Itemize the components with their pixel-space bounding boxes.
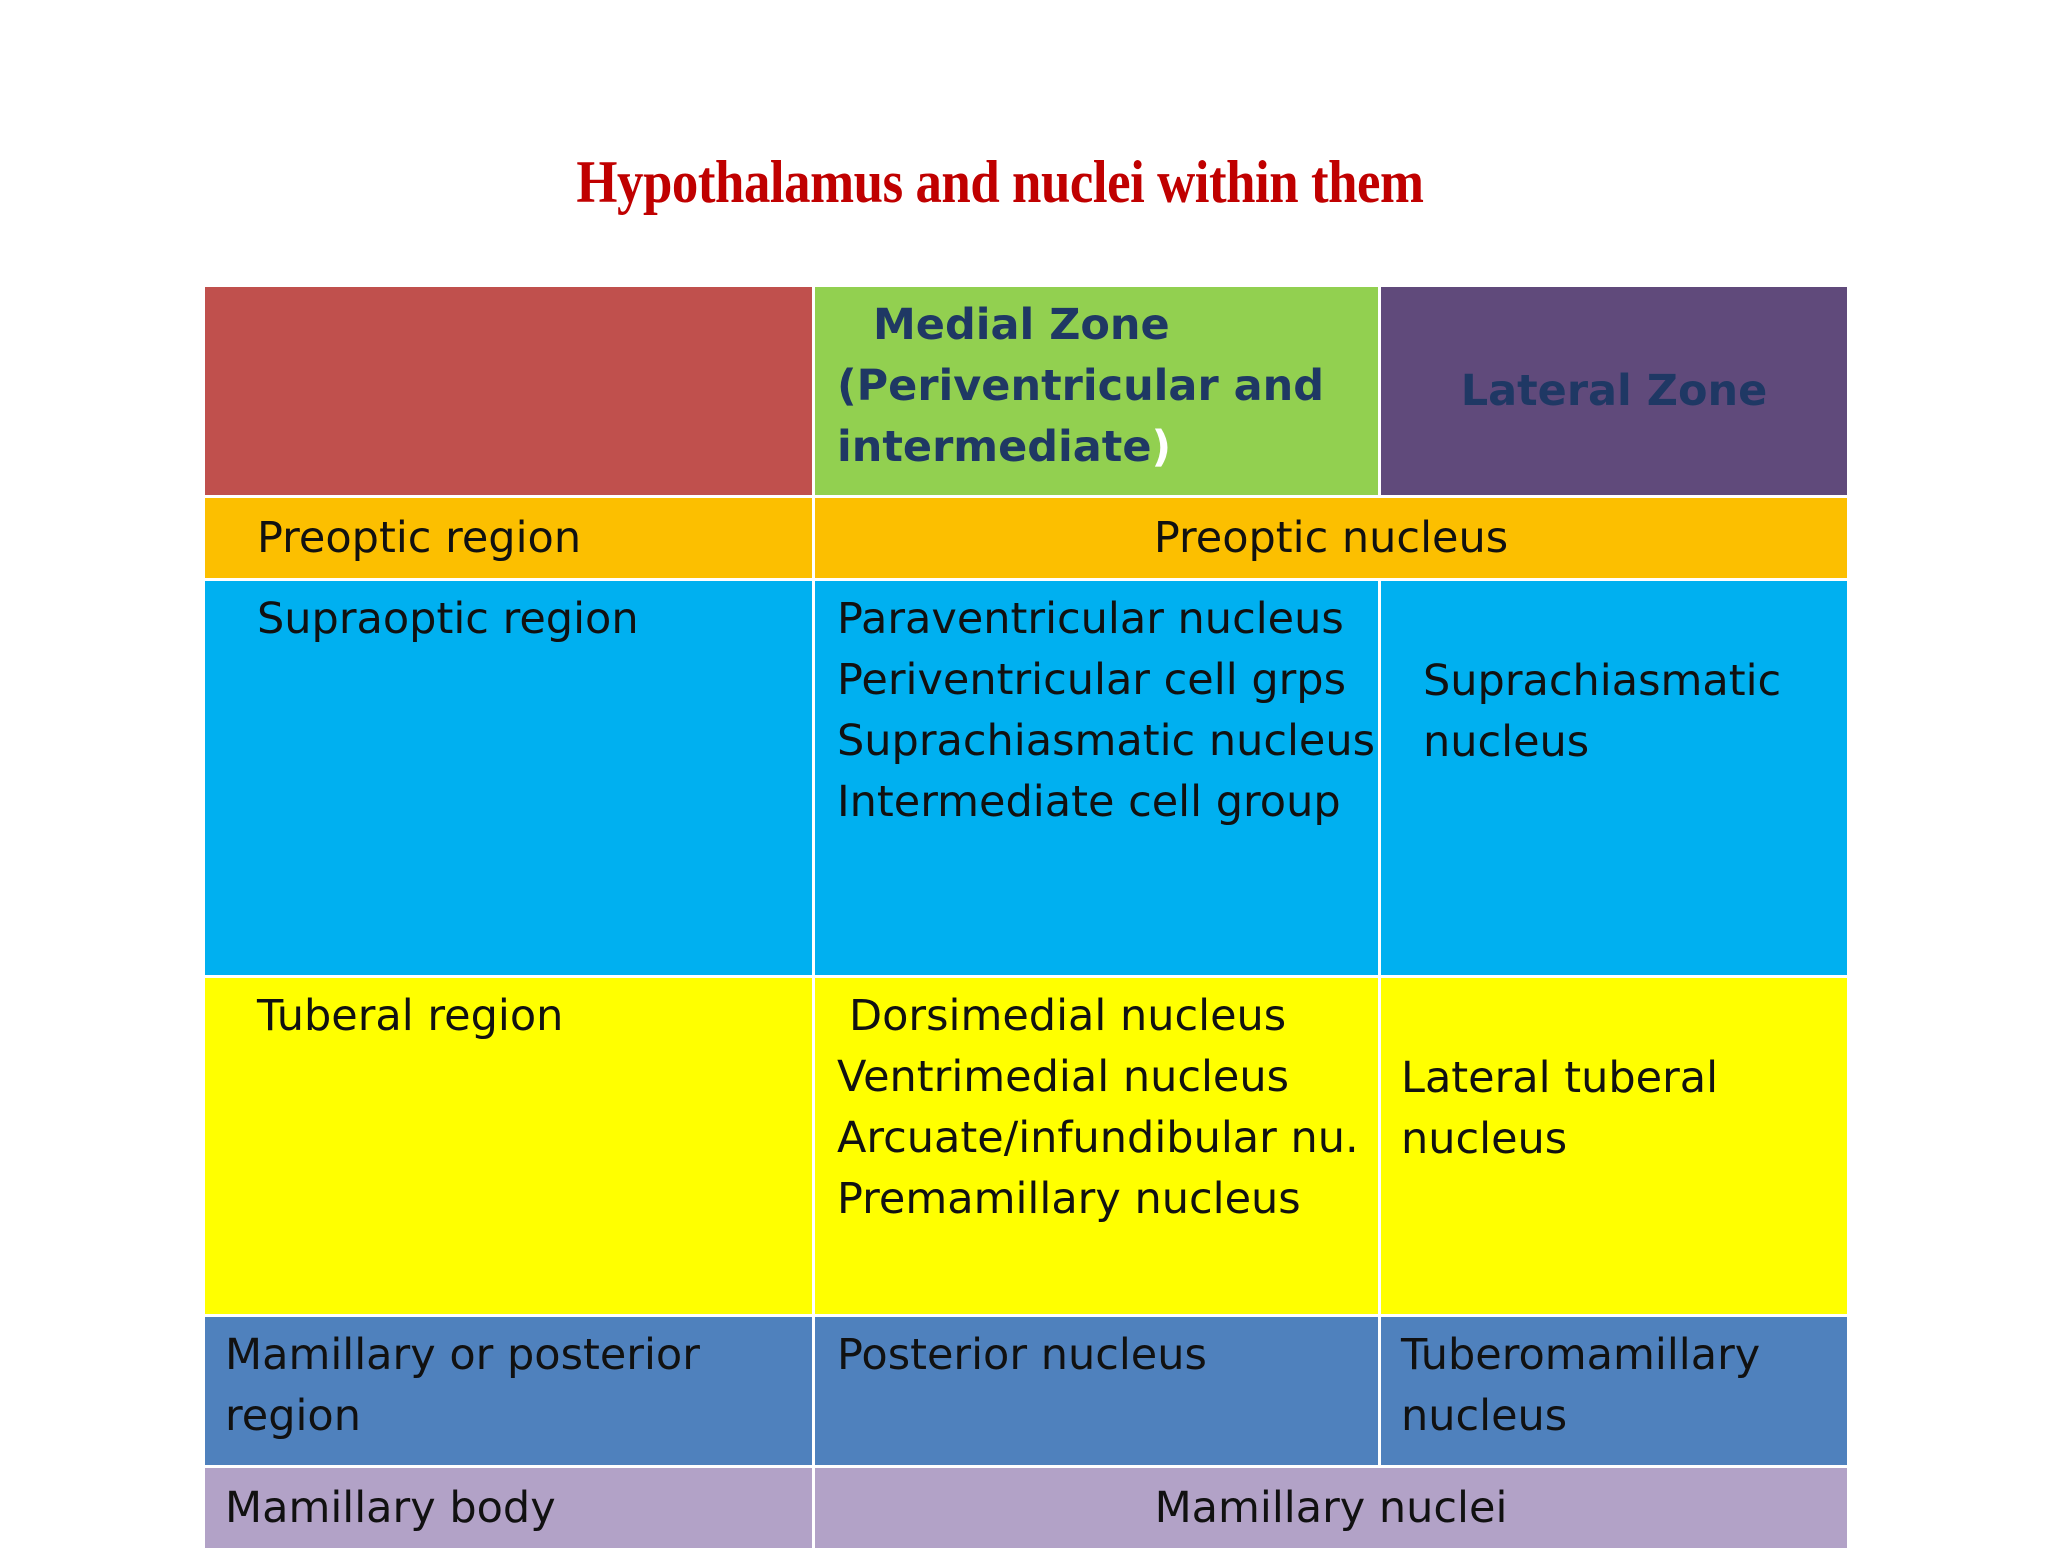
table-row-preoptic	[204, 497, 1849, 580]
list-item: Periventricular cell grps	[837, 655, 1346, 705]
tuberal-medial-cell	[814, 977, 1380, 1316]
table-header-row	[204, 286, 1849, 497]
preoptic-nucleus-cell: Preoptic nucleus	[814, 497, 1849, 580]
slide-title: Hypothalamus and nuclei within them	[576, 149, 1424, 215]
list-item: Premamillary nucleus	[837, 1174, 1301, 1224]
list-item: nucleus	[1423, 717, 1590, 767]
list-item: Arcuate/infundibular nu.	[837, 1113, 1359, 1163]
list-item: Suprachiasmatic	[1423, 656, 1782, 706]
list-item: nucleus	[1401, 1114, 1568, 1164]
header-lateral-zone	[1380, 286, 1849, 497]
list-item: Lateral tuberal	[1401, 1053, 1719, 1103]
header-empty-cell	[204, 286, 814, 497]
list-item: Dorsimedial nucleus	[849, 991, 1287, 1041]
list-item: Paraventricular nucleus	[837, 594, 1344, 644]
table-row-mamillary-posterior	[204, 1316, 1849, 1467]
list-item: Intermediate cell group	[837, 777, 1341, 827]
list-item: nucleus	[1401, 1391, 1568, 1441]
medial-zone-title: Medial Zone	[873, 300, 1170, 350]
supraoptic-region-cell: Supraoptic region	[204, 580, 814, 977]
tuberal-lateral-cell	[1380, 977, 1849, 1316]
preoptic-region-cell: Preoptic region	[204, 497, 814, 580]
mamillary-body-region-cell: Mamillary body	[204, 1467, 814, 1550]
lateral-zone-title: Lateral Zone	[1460, 365, 1768, 416]
mamillary-posterior-lateral-cell	[1380, 1316, 1849, 1467]
mamillary-nuclei-cell: Mamillary nuclei	[814, 1467, 1849, 1550]
tuberal-region-cell: Tuberal region	[204, 977, 814, 1316]
mamillary-posterior-region-cell	[204, 1316, 814, 1467]
header-medial-zone	[814, 286, 1380, 497]
supraoptic-medial-cell	[814, 580, 1380, 977]
mamillary-posterior-medial-cell: Posterior nucleus	[814, 1316, 1380, 1467]
list-item: Suprachiasmatic nucleus	[837, 716, 1376, 766]
table-row-tuberal	[204, 977, 1849, 1316]
table-row-mamillary-body	[204, 1467, 1849, 1550]
supraoptic-lateral-cell	[1380, 580, 1849, 977]
list-item: Ventrimedial nucleus	[837, 1052, 1290, 1102]
list-item: Mamillary or posterior	[225, 1330, 700, 1380]
hypothalamus-table	[202, 284, 1850, 1551]
table-row-supraoptic	[204, 580, 1849, 977]
medial-zone-subtitle-2: intermediate)	[837, 422, 1172, 472]
medial-zone-subtitle-1: (Periventricular and	[837, 361, 1325, 411]
list-item: region	[225, 1391, 361, 1441]
list-item: Tuberomamillary	[1401, 1330, 1761, 1380]
